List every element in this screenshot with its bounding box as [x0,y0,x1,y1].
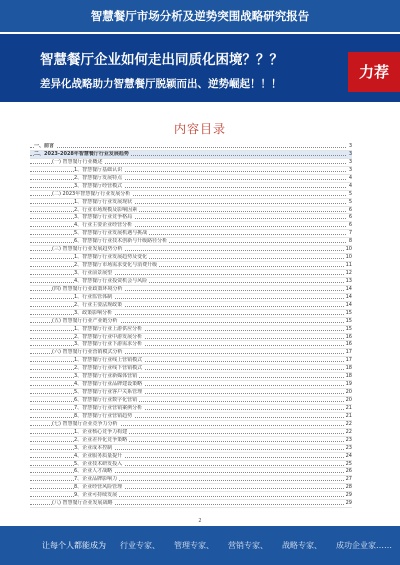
footer-role: 营销专家、 [228,541,268,550]
toc-entry[interactable] [30,199,352,207]
toc-entry-page: 6 [348,222,352,229]
toc-entry[interactable] [30,159,352,167]
toc-entry[interactable] [30,214,352,222]
toc-entry[interactable] [30,397,352,405]
toc-entry[interactable] [30,476,352,484]
toc-entry[interactable] [30,413,352,421]
toc-entry-page: 29 [345,492,352,499]
dot-leader [30,147,352,148]
toc-entry[interactable] [30,389,352,397]
toc-entry[interactable] [30,365,352,373]
toc-entry-text: (三) 智慧餐厅行业发展趋势分析 [52,246,123,253]
toc-entry-text: 7、企业品牌影响力 [74,476,118,483]
toc-entry[interactable] [30,167,352,175]
toc-entry-page: 25 [345,460,352,467]
toc-entry[interactable] [30,222,352,230]
toc-entry[interactable] [30,349,352,357]
toc-entry-text: 3、智慧餐厅行业竞争格局 [74,214,133,221]
toc-entry-page: 6 [348,206,352,213]
toc-entry-page: 21 [345,404,352,411]
toc-entry-page: 8 [348,238,352,245]
toc-entry-page: 12 [345,270,352,276]
toc-entry-text: 3、行业前景展望 [74,270,113,276]
toc-entry-text: 7、智慧餐厅行业营销案例分析 [74,404,143,411]
toc-entry-text: 4、行业主要企业经营分析 [74,222,133,229]
toc-entry-page: 20 [345,389,352,396]
toc-entry-page: 13 [345,277,352,284]
toc-entry[interactable] [30,183,352,191]
toc-entry-text: 6、智慧餐厅行业数字化营销 [74,397,138,403]
toc-entry-page: 14 [345,301,352,308]
toc-entry[interactable] [30,254,352,262]
toc-entry-text: (七) 智慧餐厅企业竞争力分析 [52,420,118,427]
toc-entry[interactable] [30,437,352,445]
toc-entry-page: 10 [345,246,352,253]
toc-entry-text: (五) 智慧餐厅行业产业链分析 [52,317,118,324]
toc-entry[interactable] [30,286,352,294]
toc-entry-text: (四) 智慧餐厅行业政策环境分析 [52,285,123,292]
recommend-badge: 力荐 [348,52,400,92]
toc-entry-text: 9、企业可持续发展 [74,492,118,499]
toc-entry-text: 6、智慧餐厅行业技术创新与升级路径分析 [74,238,168,245]
toc-entry-page: 4 [348,174,352,181]
toc-entry[interactable] [30,453,352,461]
toc-entry[interactable] [30,151,352,159]
toc-entry-text: 8、企业经营风险管理 [74,484,123,491]
toc-entry-page: 16 [345,333,352,340]
toc-entry-page: 11 [345,262,352,269]
toc-entry[interactable] [30,278,352,286]
toc-entry[interactable] [30,468,352,476]
toc-entry-page: 15 [345,317,352,324]
toc-entry-text: 2、智慧餐厅行业中游发展分析 [74,333,143,340]
toc-entry-page: 6 [348,214,352,221]
toc-entry-page: 14 [345,285,352,292]
toc-entry-page: 18 [345,373,352,380]
toc-entry-page: 23 [345,436,352,443]
report-header [0,0,400,32]
toc-entry[interactable] [30,373,352,381]
toc-entry-text: (八) 智慧餐厅企业发展战略 [52,500,113,507]
toc-entry-page: 22 [345,420,352,427]
toc-entry-text: 5、智慧餐厅行业客户关系管理 [74,389,143,396]
toc-entry-text: 1、智慧餐厅基础认识 [74,166,123,173]
toc-entry[interactable] [30,246,352,254]
toc-entry-text: 1、智慧餐厅行业发展趋势及变化 [74,254,148,261]
toc-entry-page: 24 [345,452,352,459]
toc-entry-page: 27 [345,476,352,483]
title-banner [0,34,400,102]
toc-entry-page: 19 [345,381,352,388]
toc-entry-text: 1、智慧餐厅行业发展现状 [74,198,133,205]
toc-entry[interactable] [30,270,352,278]
toc-entry-text: 2、行业主要法规政策 [74,301,123,308]
toc-entry-text: 1、企业核心竞争力构建 [74,428,128,435]
toc-entry-text: 5、企业技术研发投入 [74,460,123,467]
toc-entry[interactable] [30,230,352,238]
toc-entry-text: 3、企业成本控制 [74,444,113,451]
footer-role: 战略专家、 [282,541,322,550]
toc-entry-page: 7 [348,230,352,237]
toc-list [30,143,352,508]
toc-entry[interactable] [30,175,352,183]
toc-entry-page: 17 [345,349,352,356]
page-number: 2 [198,518,202,524]
toc-entry[interactable] [30,262,352,270]
toc-entry-page: 16 [345,341,352,348]
toc-entry[interactable] [30,492,352,500]
toc-entry-page: 21 [345,412,352,419]
toc-entry-text: 2、行业市场规模及影响因素 [74,206,138,213]
toc-entry[interactable] [30,357,352,365]
toc-entry-page: 17 [345,357,352,364]
toc-entry[interactable] [30,334,352,342]
toc-entry[interactable] [30,207,352,215]
toc-entry[interactable] [30,461,352,469]
toc-entry-text: 3、智慧餐厅行业下游需求分析 [74,341,143,348]
toc-entry-text: 1、智慧餐厅行业上游供应分析 [74,325,143,332]
toc-entry-text: 3、政策影响分析 [74,309,113,316]
toc-entry-text: 2、智慧餐厅市场需求变化与消费升级 [74,262,158,269]
toc-entry[interactable] [30,484,352,492]
toc-entry-text: 3、智慧餐厅经营模式 [74,182,123,189]
footer-band [0,526,400,565]
toc-entry-page: 5 [348,190,352,197]
banner-subtitle: 差异化战略助力智慧餐厅脱颖而出、逆势崛起！！！ [40,78,282,90]
toc-entry[interactable] [30,445,352,453]
toc-entry-text: 1、智慧餐厅行业线上营销模式 [74,357,143,364]
toc-entry-page: 18 [345,365,352,372]
toc-entry-page: 29 [345,500,352,507]
toc-entry[interactable] [30,429,352,437]
toc-entry-page: 3 [348,158,352,165]
toc-entry-text: 一、前言 [34,143,55,149]
toc-entry-page: 23 [345,444,352,451]
report-title: 智慧餐厅市场分析及逆势突围战略研究报告 [90,9,310,23]
toc-entry-text: (六) 智慧餐厅行业营销模式分析 [52,349,123,356]
toc-entry[interactable] [30,421,352,429]
toc-entry[interactable] [30,381,352,389]
toc-entry-text: 4、企业服务质量提升 [74,452,123,459]
toc-entry-page: 15 [345,325,352,332]
toc-entry-page: 4 [348,182,352,189]
banner-question: 智慧餐厅企业如何走出同质化困境？？？ [40,52,283,68]
toc-entry-text: 4、智慧餐厅行业投资机会与风险 [74,277,148,284]
toc-entry-text: 6、企业人才战略 [74,468,113,475]
toc-entry[interactable] [30,318,352,326]
footer-lead: 让每个人都能成为 [42,541,106,550]
toc-entry-page: 28 [345,484,352,491]
footer-role: 行业专家、 [120,541,160,550]
toc-entry-page: 14 [345,293,352,300]
toc-entry[interactable] [30,500,352,508]
toc-entry-text: 2、智慧餐厅行业线下营销模式 [74,365,143,372]
toc-entry-text: (二) 2023年智慧餐厅行业发展分析 [52,190,131,197]
toc-entry-text: (一) 智慧餐厅行业概述 [52,158,103,165]
toc-entry[interactable] [30,405,352,413]
footer-role: 成功企业家…… [336,541,392,550]
toc-entry-text: 5、智慧餐厅行业发展机遇与挑战 [74,230,148,237]
toc-entry-page: 15 [345,309,352,316]
toc-entry[interactable] [30,341,352,349]
toc-entry-page: 22 [345,428,352,435]
toc-entry-page: 3 [348,143,352,149]
toc-entry[interactable] [30,143,352,151]
toc-entry-page: 5 [348,198,352,205]
toc-entry[interactable] [30,294,352,302]
toc-entry-text: 8、智慧餐厅行业营销趋势 [74,412,133,419]
toc-entry-text: 1、行业监管体制 [74,293,113,300]
toc-entry[interactable] [30,191,352,199]
toc-entry-text: 2、企业差异化竞争策略 [74,436,128,443]
toc-entry-page: 20 [345,397,352,403]
toc-entry-page: 3 [348,150,352,157]
toc-entry[interactable] [30,238,352,246]
toc-entry-text: 2、智慧餐厅发展特点 [74,174,123,181]
toc-entry[interactable] [30,326,352,334]
toc-entry-text: 3、智慧餐厅行业新媒体营销 [74,373,138,380]
toc-entry[interactable] [30,310,352,318]
toc-entry-text: 4、智慧餐厅行业品牌建设策略 [74,381,143,388]
toc-entry-page: 26 [345,468,352,475]
toc-entry-page: 3 [348,166,352,173]
toc-entry-page: 10 [345,254,352,261]
toc-entry[interactable] [30,302,352,310]
toc-title: 内容目录 [173,122,226,136]
toc-entry-text: 二、2023-2028年智慧餐厅行业发展趋势 [34,150,129,157]
footer-role: 管理专家、 [174,541,214,550]
